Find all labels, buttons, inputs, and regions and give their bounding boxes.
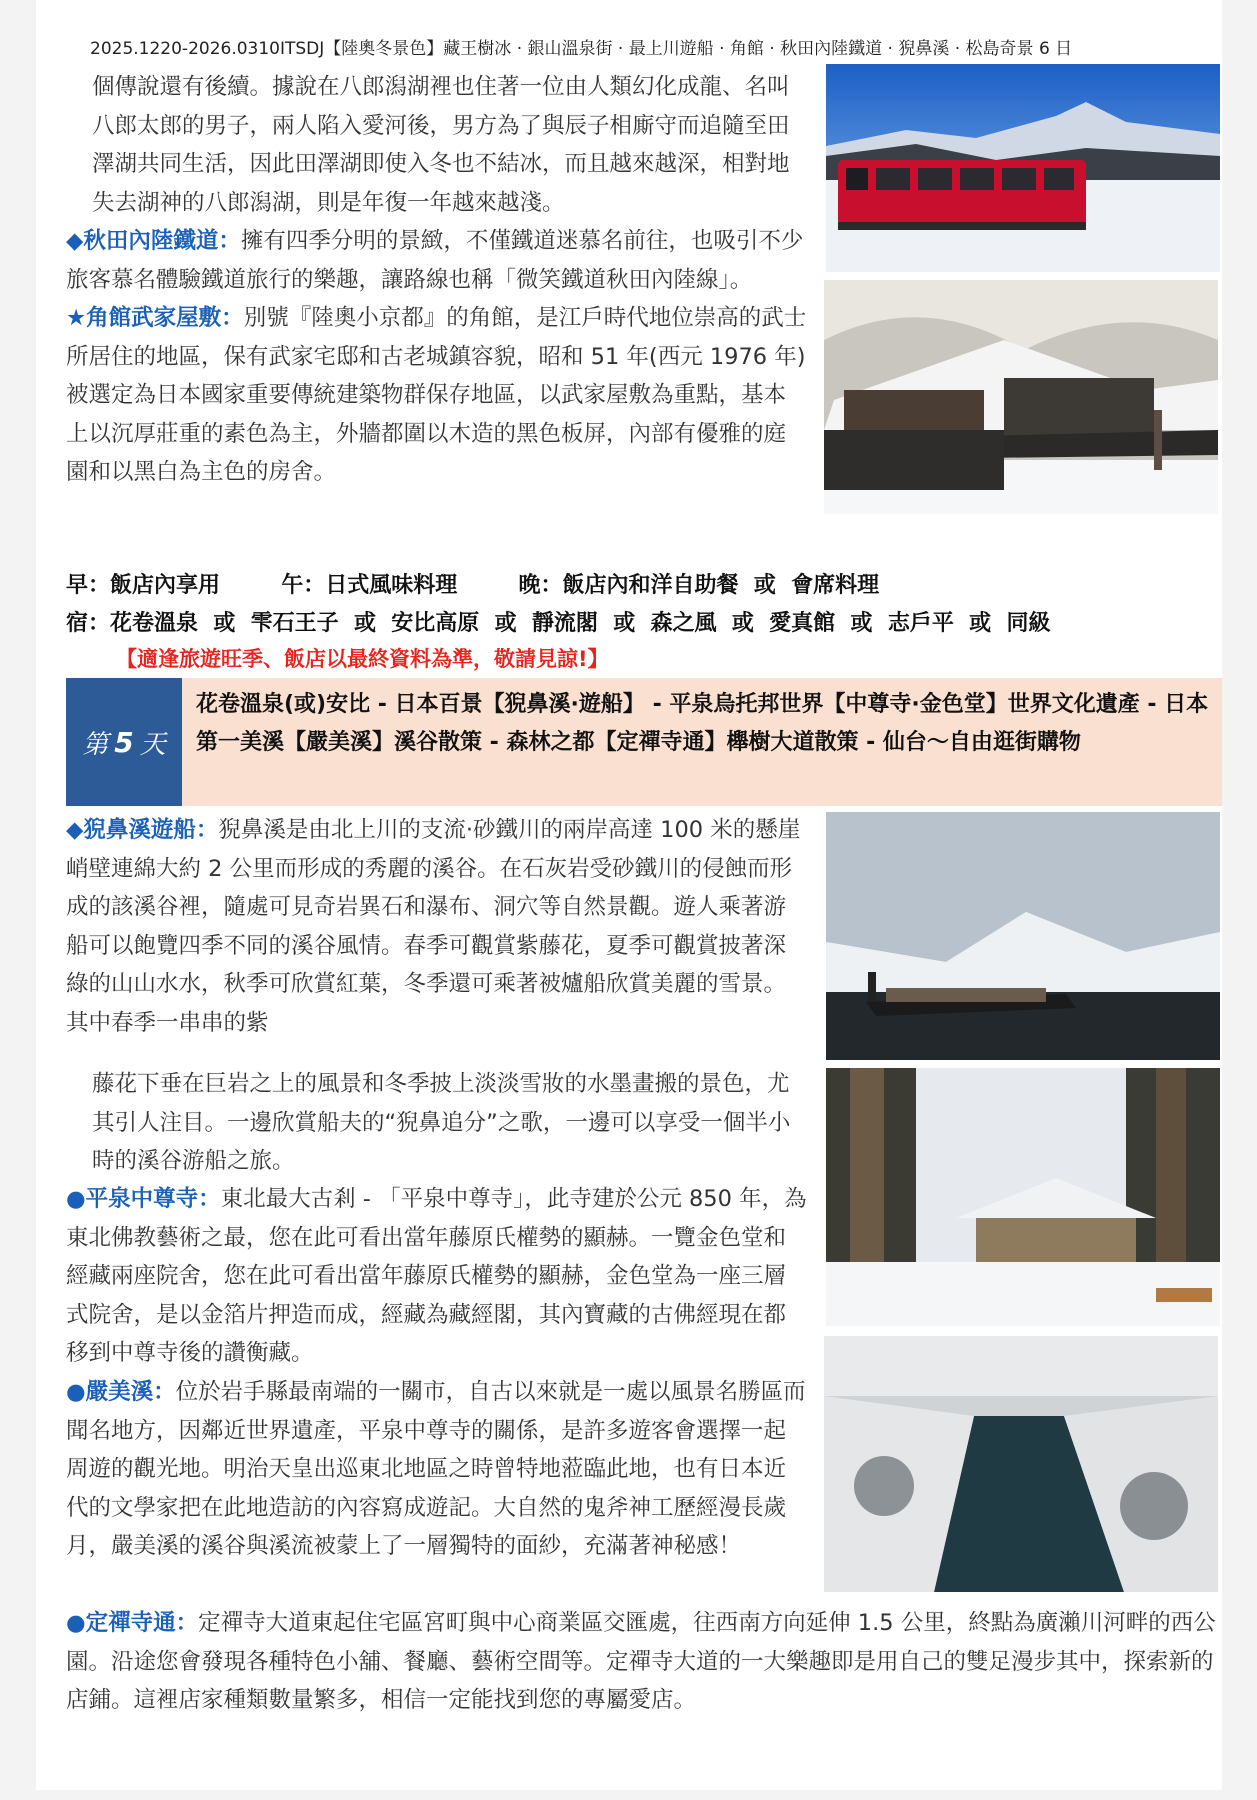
genbikei-bullet: ● — [66, 1379, 86, 1405]
day-header — [66, 678, 1222, 806]
document-header: 2025.1220-2026.0310ITSDJ【陸奧冬景色】藏王樹冰 · 銀山溫泉街 · 最上川遊船 · 角館 · 秋田內陸鐵道 · 猊鼻溪 · 松島奇景 6 日 — [90, 39, 1073, 59]
genbikei-block — [66, 1373, 808, 1566]
genbikei-title: 嚴美溪： — [85, 1379, 176, 1405]
day-tag-prefix: 第 — [82, 729, 109, 760]
geibikei-text-1: 猊鼻溪是由北上川的支流·砂鐵川的兩岸高達 100 米的懸崖峭壁連綿大約 2 公里而形成的秀麗的溪谷。在石灰岩受砂鐵川的侵蝕而形成的該溪谷裡，隨處可見奇岩異石和瀑布、洞穴等自然景觀。遊人乘著游船可以飽覽四季不同的溪谷風情。春季可觀賞紫藤花，夏季可觀賞披著深綠的山山水水，秋季可欣賞紅葉，冬季還可乘著被爐船欣賞美麗的雪景。其中春季一串串的紫 — [66, 817, 801, 1036]
genbikei-text: 位於岩手縣最南端的一關市，自古以來就是一處以風景名勝區而聞名地方，因鄰近世界遺產，平泉中尊寺的關係，是許多遊客會選擇一起周遊的觀光地。明治天皇出巡東北地區之時曾特地蒞臨此地，也有日本近代的文學家把在此地造訪的內容寫成遊記。大自然的鬼斧神工歷經漫長歲月，嚴美溪的溪谷與溪流被蒙上了一層獨特的面紗，充滿著神秘感！ — [66, 1379, 806, 1559]
geibikei-block-1 — [66, 811, 808, 1042]
geibikei-text-2: 藤花下垂在巨岩之上的風景和冬季披上淡淡雪妝的水墨畫搬的景色，尤其引人注目。一邊欣賞船夫的“猊鼻追分”之歌，一邊可以享受一個半小時的溪谷游船之旅。 — [92, 1071, 791, 1174]
chusonji-text: 東北最大古剎 - 「平泉中尊寺」，此寺建於公元 850 年，為東北佛教藝術之最，您在此可看出當年藤原氏權勢的顯赫。一覽金色堂和經藏兩座院舍，您在此可看出當年藤原氏權勢的顯赫，金色堂為一座三層式院舍，是以金箔片押造而成，經藏為藏經閣，其內寶藏的古佛經現在都移到中尊寺後的讚衡藏。 — [66, 1186, 807, 1366]
kakunodate-title: 角館武家屋敷： — [86, 305, 244, 331]
day-tag — [66, 678, 182, 806]
chusonji-block — [66, 1180, 808, 1373]
geibikei-bullet: ◆ — [66, 817, 84, 843]
legend-continued-block — [66, 68, 808, 492]
hotel-note: 【適逢旅遊旺季、飯店以最終資料為準，敬請見諒!】 — [116, 647, 609, 671]
jozenji-title: 定禪寺通： — [85, 1610, 199, 1636]
akita-train-photo — [826, 64, 1220, 272]
kakunodate-bullet: ★ — [66, 305, 87, 331]
kakunodate-text: 別號『陸奧小京都』的角館，是江戶時代地位崇高的武士所居住的地區，保有武家宅邸和古老城鎮容貌，昭和 51 年(西元 1976 年)被選定為日本國家重要傳統建築物群保存地區，以武家屋敷為重點，基本上以沉厚莊重的素色為主，外牆都圍以木造的黑色板屏，內部有優雅的庭園和以黑白為主色的房舍。 — [66, 305, 807, 485]
jozenji-block — [66, 1604, 1222, 1720]
kakunodate-samurai-houses-photo — [824, 280, 1218, 514]
chusonji-temple-photo — [826, 1068, 1220, 1326]
meals-line: 早：飯店內享用 午：日式風味料理 晚：飯店內和洋自助餐 或 會席料理 — [66, 573, 880, 598]
kakunodate-item — [66, 299, 808, 492]
day-title: 花卷溫泉(或)安比 - 日本百景【猊鼻溪·遊船】 - 平泉烏托邦世界【中尊寺·金色堂】世界文化遺產 - 日本第一美溪【嚴美溪】溪谷散策 - 森林之都【定禪寺通】櫸樹大道散策 - 仙台～自由逛街購物 — [196, 692, 1209, 755]
akita-title: 秋田內陸鐵道： — [83, 228, 241, 254]
geibikei-block-2 — [66, 1065, 808, 1181]
akita-text: 擁有四季分明的景緻，不僅鐵道迷慕名前往，也吸引不少旅客慕名體驗鐵道旅行的樂趣，讓路線也稱「微笑鐵道秋田內陸線」。 — [66, 228, 804, 293]
day-number: 5 — [114, 725, 134, 759]
akita-railway-item — [66, 222, 808, 299]
hotel-line: 宿：花卷溫泉 或 雫石王子 或 安比高原 或 靜流閣 或 森之風 或 愛真館 或 志戶平 或 同級 — [66, 611, 1051, 636]
genbikei-gorge-photo — [824, 1336, 1218, 1592]
day-tag-suffix: 天 — [139, 729, 166, 760]
geibikei-title: 猊鼻溪遊船： — [83, 817, 219, 843]
akita-bullet: ◆ — [66, 228, 84, 254]
geibikei-boat-photo — [826, 812, 1220, 1060]
jozenji-bullet: ● — [66, 1610, 86, 1636]
jozenji-text: 定禪寺大道東起住宅區宮町與中心商業區交匯處，往西南方向延伸 1.5 公里，終點為廣瀨川河畔的西公園。沿途您會發現各種特色小舖、餐廳、藝術空間等。定禪寺大道的一大樂趣即是用自己的雙足漫步其中，探索新的店鋪。這裡店家種類數量繁多，相信一定能找到您的專屬愛店。 — [66, 1610, 1216, 1713]
chusonji-bullet: ● — [66, 1186, 86, 1212]
chusonji-title: 平泉中尊寺： — [85, 1186, 221, 1212]
legend-continued-text: 個傳說還有後續。據說在八郎潟湖裡也住著一位由人類幻化成龍、名叫八郎太郎的男子，兩人陷入愛河後，男方為了與辰子相廝守而追隨至田澤湖共同生活，因此田澤湖即使入冬也不結冰，而且越來越深，相對地失去湖神的八郎潟湖，則是年復一年越來越淺。 — [92, 74, 790, 216]
